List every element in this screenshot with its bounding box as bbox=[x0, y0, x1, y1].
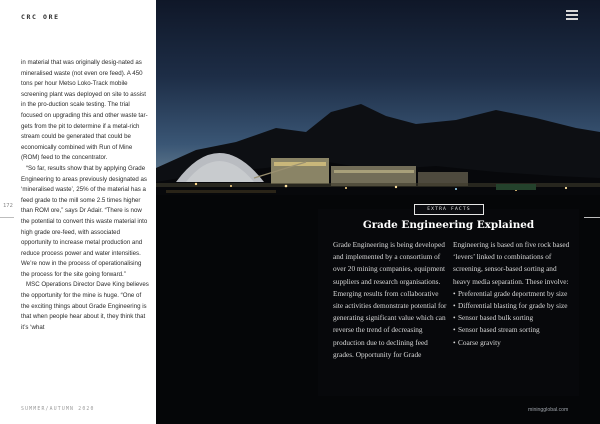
article-paragraph: in material that was originally desig-nated as mineralised waste (not even ore feed). A 450 tons per hour Metso Loko-Track mobile screening plant was deployed on site to assist in the pro-duction scale testing. The trial focused on upgrading this and other waste tar-gets from the pit to determine if a metal-rich stream could be generated that could be economically combined with Run of Mine (ROM) feed to the concentrator. bbox=[21, 59, 148, 162]
brand-logo: CRC ORE bbox=[21, 13, 60, 21]
article-body bbox=[21, 58, 149, 333]
facts-right-intro: Engineering is based on five rock based ‘levers’ linked to combinations of screening, sensor-based sorting and heavy media separation. These involve: bbox=[453, 240, 570, 286]
lever-item: • Sensor based bulk sorting bbox=[453, 312, 575, 324]
lever-item: • Differential blasting for grade by size bbox=[453, 300, 575, 312]
page-edge-rule bbox=[584, 217, 600, 218]
article-paragraph: MSC Operations Director Dave King believes the opportunity for the mine is huge. “One of the exciting things about Grade Engineering is that when people hear about it, they think that it’s ‘what bbox=[21, 281, 149, 331]
extra-facts-title: Grade Engineering Explained bbox=[362, 219, 535, 231]
hamburger-menu-icon[interactable] bbox=[566, 10, 578, 20]
article-paragraph: “So far, results show that by applying Grade Engineering to areas previously designated as ‘mineralised waste’, 25% of the material has a feed grade to the mill some 2.5 times higher than ROM ore,” says Dr Adair. “There is now the potential to convert this waste material into high grade ore-feed, with associated opportunity to increase metal production and reduce process power and water intensities. We’re now in the process of operationalising the process for the site going forward.” bbox=[21, 164, 148, 278]
issue-footer: SUMMER/AUTUMN 2020 bbox=[21, 407, 95, 412]
facts-left-column: Grade Engineering is being developed and implemented by a consortium of over 20 mining companies, equipment suppliers and research organisations. Emerging results from collaborative site activities demonstrate potential for generating significant value which can reverse the trend of decreasing production due to declining feed grades. Opportunity for Grade bbox=[333, 240, 447, 359]
lever-item: • Coarse gravity bbox=[453, 337, 575, 349]
lever-item: • Preferential grade deportment by size bbox=[453, 288, 575, 300]
extra-facts-tag: EXTRA FACTS bbox=[414, 204, 484, 215]
page-number: 172 bbox=[3, 203, 13, 209]
lever-item: • Sensor based stream sorting bbox=[453, 324, 575, 336]
facts-right-column bbox=[453, 239, 575, 349]
website-footer[interactable]: miningglobal.com bbox=[528, 407, 569, 413]
levers-list bbox=[453, 288, 575, 349]
page-edge-rule bbox=[0, 217, 14, 218]
left-page bbox=[0, 0, 156, 424]
